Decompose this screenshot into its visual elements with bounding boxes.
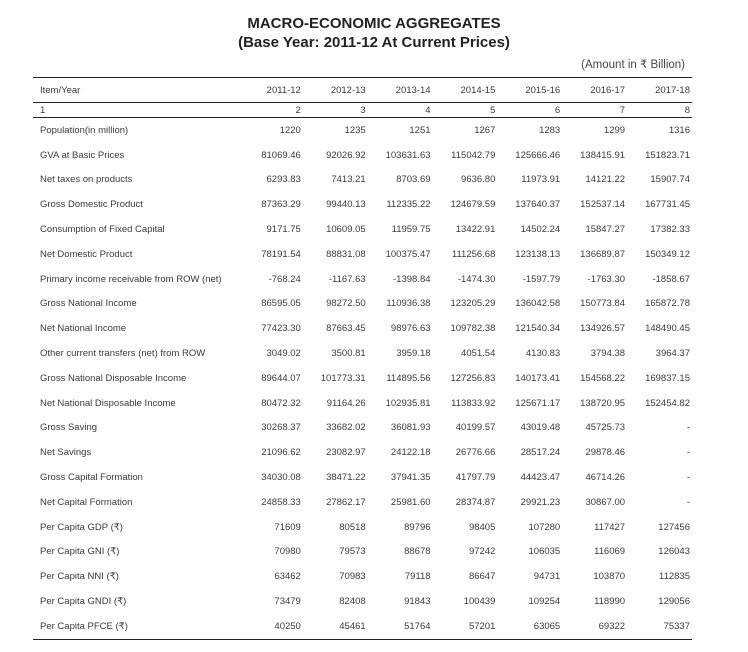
row-value: 71609 bbox=[274, 521, 301, 533]
row-value: 29878.46 bbox=[585, 447, 626, 459]
table-row bbox=[33, 391, 692, 416]
header-row bbox=[33, 78, 692, 103]
table-row bbox=[33, 316, 692, 341]
row-value: 21096.62 bbox=[261, 447, 301, 459]
row-label: Gross National Disposable Income bbox=[40, 372, 187, 384]
row-value: 29921.23 bbox=[520, 496, 561, 508]
row-value: 82408 bbox=[339, 596, 366, 608]
table-row bbox=[33, 341, 692, 366]
row-value: 1299 bbox=[603, 124, 626, 136]
row-value: 36081.93 bbox=[390, 422, 431, 434]
row-value: 123138.13 bbox=[515, 248, 561, 260]
row-value: 57201 bbox=[433, 614, 498, 639]
row-value: 9171.75 bbox=[266, 224, 301, 236]
row-value: 126043 bbox=[658, 546, 690, 558]
row-value: 9636.80 bbox=[461, 174, 496, 186]
table-row bbox=[33, 292, 692, 317]
table-row bbox=[33, 416, 692, 441]
row-value: 7413.21 bbox=[331, 174, 366, 186]
row-value: 33682.02 bbox=[326, 422, 366, 434]
table-row bbox=[33, 540, 692, 565]
row-value: 152454.82 bbox=[645, 397, 690, 409]
page-subtitle: (Base Year: 2011-12 At Current Prices) bbox=[238, 34, 510, 51]
row-value: 154568.22 bbox=[580, 372, 626, 384]
table-row bbox=[33, 515, 692, 540]
row-value: 24858.33 bbox=[261, 496, 301, 508]
row-value: 87663.45 bbox=[326, 323, 366, 335]
row-label: Other current transfers (net) from ROW bbox=[40, 348, 206, 360]
row-value: 138720.95 bbox=[580, 397, 626, 409]
row-label: Per Capita NNI (₹) bbox=[40, 571, 119, 583]
row-label: Per Capita GDP (₹) bbox=[40, 521, 123, 533]
row-value: 78191.54 bbox=[261, 248, 301, 260]
row-value: 75337 bbox=[627, 614, 692, 639]
row-value: 26776.66 bbox=[455, 447, 496, 459]
row-value: 125671.17 bbox=[515, 397, 561, 409]
row-value: 3049.02 bbox=[266, 348, 301, 360]
row-value: 3964.37 bbox=[655, 348, 690, 360]
row-label: Per Capita GNDI (₹) bbox=[40, 596, 127, 608]
row-value: 113833.92 bbox=[451, 397, 496, 409]
row-value: 107280 bbox=[528, 521, 561, 533]
row-value: 109254 bbox=[528, 596, 561, 608]
row-value: 92026.92 bbox=[326, 149, 366, 161]
header-year: 2016-17 bbox=[562, 78, 627, 103]
row-value: -1763.30 bbox=[587, 273, 626, 285]
row-value: 15907.74 bbox=[650, 174, 690, 186]
row-value: 1267 bbox=[474, 124, 496, 136]
row-value: 41797.79 bbox=[455, 472, 496, 484]
table-row bbox=[33, 465, 692, 490]
row-value: 102935.81 bbox=[385, 397, 431, 409]
row-value: 37941.35 bbox=[390, 472, 431, 484]
row-value: 148490.45 bbox=[645, 323, 690, 335]
row-value: 98405 bbox=[468, 521, 496, 533]
row-value: 169837.15 bbox=[645, 372, 690, 384]
table-row bbox=[33, 118, 692, 143]
row-value: 123205.29 bbox=[450, 298, 496, 310]
row-value: 27862.17 bbox=[326, 496, 366, 508]
row-value: -1474.30 bbox=[457, 273, 496, 285]
row-value: 87363.29 bbox=[261, 199, 301, 211]
row-value: 70983 bbox=[339, 571, 366, 583]
row-value: 1283 bbox=[539, 124, 561, 136]
row-label: Primary income receivable from ROW (net) bbox=[40, 273, 222, 285]
row-value: 127256.83 bbox=[450, 372, 496, 384]
row-value: 127456 bbox=[658, 521, 690, 533]
row-value: 150773.84 bbox=[580, 298, 626, 310]
row-value: 86595.05 bbox=[261, 298, 301, 310]
row-value: 88678 bbox=[404, 546, 431, 558]
header-year: 2017-18 bbox=[627, 78, 692, 103]
row-value: 14502.24 bbox=[520, 224, 561, 236]
row-value: -1597.79 bbox=[522, 273, 561, 285]
row-value: -1167.63 bbox=[328, 273, 366, 285]
row-value: 167731.45 bbox=[645, 199, 690, 211]
row-value: 100439 bbox=[463, 596, 496, 608]
row-label: Gross Capital Formation bbox=[40, 472, 143, 484]
index-cell: 6 bbox=[497, 103, 562, 118]
row-value: 97242 bbox=[468, 546, 496, 558]
index-cell: 7 bbox=[562, 103, 627, 118]
row-value: 89644.07 bbox=[261, 372, 301, 384]
row-value: 23082.97 bbox=[326, 447, 366, 459]
row-value: 11973.91 bbox=[521, 174, 561, 186]
row-value: 152537.14 bbox=[580, 199, 626, 211]
row-value: 28517.24 bbox=[520, 447, 561, 459]
row-value: 25981.60 bbox=[390, 496, 431, 508]
row-value: 79573 bbox=[339, 546, 366, 558]
row-value: 112835 bbox=[659, 571, 690, 583]
row-value: 1220 bbox=[279, 124, 301, 136]
table-row bbox=[33, 267, 692, 292]
index-cell: 1 bbox=[33, 103, 238, 118]
row-label: Net Capital Formation bbox=[40, 496, 133, 508]
row-value: 3500.81 bbox=[331, 348, 366, 360]
row-value: 115042.79 bbox=[451, 149, 496, 161]
row-value: 99440.13 bbox=[326, 199, 366, 211]
row-label: Net National Income bbox=[40, 323, 127, 335]
row-value: 38471.22 bbox=[326, 472, 366, 484]
row-value: 40199.57 bbox=[455, 422, 496, 434]
row-value: 136042.58 bbox=[515, 298, 561, 310]
row-value: 112335.22 bbox=[386, 199, 431, 211]
row-label: GVA at Basic Prices bbox=[40, 149, 125, 161]
table-row bbox=[33, 192, 692, 217]
row-value: 110936.38 bbox=[386, 298, 431, 310]
row-value: 44423.47 bbox=[520, 472, 561, 484]
index-cell: 8 bbox=[627, 103, 692, 118]
row-label: Consumption of Fixed Capital bbox=[40, 224, 165, 236]
row-value: 51764 bbox=[368, 614, 433, 639]
row-value: 11959.75 bbox=[391, 224, 431, 236]
unit-note: (Amount in ₹ Billion) bbox=[581, 59, 685, 71]
row-value: 125666.46 bbox=[515, 149, 561, 161]
row-value: 111256.68 bbox=[451, 248, 496, 260]
row-value: 6293.83 bbox=[266, 174, 301, 186]
row-value: 63065 bbox=[497, 614, 562, 639]
row-label: Net taxes on products bbox=[40, 174, 133, 186]
row-label: Net National Disposable Income bbox=[40, 397, 176, 409]
header-year: 2012-13 bbox=[303, 78, 368, 103]
row-value: 73479 bbox=[274, 596, 301, 608]
row-value: 30268.37 bbox=[261, 422, 301, 434]
row-label: Net Domestic Product bbox=[40, 248, 133, 260]
row-value: 86647 bbox=[468, 571, 496, 583]
row-value: 30867.00 bbox=[585, 496, 626, 508]
row-value: 13422.91 bbox=[455, 224, 496, 236]
row-value: 137640.37 bbox=[515, 199, 561, 211]
header-year: 2014-15 bbox=[433, 78, 498, 103]
row-value: 116069 bbox=[594, 546, 626, 558]
row-value: 114895.56 bbox=[386, 372, 431, 384]
table-row bbox=[33, 564, 692, 589]
row-value: 103631.63 bbox=[385, 149, 431, 161]
row-value: 79118 bbox=[404, 571, 431, 583]
row-value: 15847.27 bbox=[585, 224, 626, 236]
row-value: 98272.50 bbox=[326, 298, 366, 310]
row-value: 80518 bbox=[339, 521, 366, 533]
row-value: 121540.34 bbox=[515, 323, 561, 335]
table-row bbox=[33, 143, 692, 168]
page-title: MACRO-ECONOMIC AGGREGATES bbox=[247, 15, 501, 32]
row-label: Net Savings bbox=[40, 447, 92, 459]
header-year: 2013-14 bbox=[368, 78, 433, 103]
row-value: 118990 bbox=[594, 596, 626, 608]
table-row bbox=[33, 440, 692, 465]
index-cell: 5 bbox=[433, 103, 498, 118]
index-cell: 3 bbox=[303, 103, 368, 118]
table-row bbox=[33, 168, 692, 193]
row-value: - bbox=[686, 447, 690, 459]
row-value: 45461 bbox=[303, 614, 368, 639]
row-value: -1858.67 bbox=[652, 273, 690, 285]
row-value: 1235 bbox=[344, 124, 366, 136]
row-value: - bbox=[686, 496, 690, 508]
row-value: 140173.41 bbox=[515, 372, 561, 384]
row-value: 4051.54 bbox=[461, 348, 496, 360]
header-year: 2015-16 bbox=[497, 78, 562, 103]
row-value: 45725.73 bbox=[585, 422, 626, 434]
row-value: 150349.12 bbox=[645, 248, 690, 260]
index-cell: 2 bbox=[238, 103, 303, 118]
row-value: 124679.59 bbox=[450, 199, 496, 211]
row-value: -768.24 bbox=[268, 273, 301, 285]
row-value: 43019.48 bbox=[520, 422, 561, 434]
row-value: 4130.83 bbox=[525, 348, 561, 360]
row-value: 103870 bbox=[593, 571, 626, 583]
row-value: 77423.30 bbox=[261, 323, 301, 335]
table-row bbox=[33, 490, 692, 515]
row-value: 88831.08 bbox=[326, 248, 366, 260]
row-value: 101773.31 bbox=[320, 372, 366, 384]
row-value: 98976.63 bbox=[390, 323, 431, 335]
row-value: 8703.69 bbox=[396, 174, 431, 186]
row-label: Gross National Income bbox=[40, 298, 137, 310]
row-value: 165872.78 bbox=[645, 298, 690, 310]
row-value: 63462 bbox=[274, 571, 301, 583]
row-value: 1251 bbox=[409, 124, 431, 136]
row-value: 91164.26 bbox=[326, 397, 366, 409]
row-value: 34030.08 bbox=[261, 472, 301, 484]
row-value: 91843 bbox=[404, 596, 431, 608]
row-value: 40250 bbox=[238, 614, 303, 639]
table-row bbox=[33, 242, 692, 267]
row-value: 109782.38 bbox=[450, 323, 496, 335]
row-value: 151823.71 bbox=[645, 149, 690, 161]
row-value: 24122.18 bbox=[390, 447, 431, 459]
table-row bbox=[33, 217, 692, 242]
table-row bbox=[33, 366, 692, 391]
index-row bbox=[33, 103, 692, 118]
row-label: Per Capita GNI (₹) bbox=[40, 546, 120, 558]
header-year: 2011-12 bbox=[238, 78, 303, 103]
row-label: Gross Saving bbox=[40, 422, 98, 434]
table-row bbox=[33, 614, 692, 639]
table-row bbox=[33, 589, 692, 614]
row-value: 117427 bbox=[594, 521, 626, 533]
row-value: 10609.05 bbox=[326, 224, 366, 236]
row-value: - bbox=[686, 422, 690, 434]
row-value: 106035 bbox=[528, 546, 561, 558]
row-value: 129056 bbox=[658, 596, 690, 608]
row-value: 138415.91 bbox=[580, 149, 626, 161]
row-value: 14121.22 bbox=[585, 174, 626, 186]
row-value: 28374.87 bbox=[455, 496, 496, 508]
row-value: - bbox=[686, 472, 690, 484]
row-value: 89796 bbox=[404, 521, 431, 533]
row-label: Per Capita PFCE (₹) bbox=[33, 614, 238, 639]
row-label: Gross Domestic Product bbox=[40, 199, 143, 211]
row-value: 1316 bbox=[668, 124, 690, 136]
row-value: 94731 bbox=[533, 571, 561, 583]
row-value: 136689.87 bbox=[580, 248, 626, 260]
row-value: 69322 bbox=[562, 614, 627, 639]
index-cell: 4 bbox=[368, 103, 433, 118]
row-label: Population(in million) bbox=[40, 124, 129, 136]
aggregates-table bbox=[33, 77, 692, 640]
header-item-year: Item/Year bbox=[33, 78, 238, 103]
row-value: 134926.57 bbox=[580, 323, 626, 335]
row-value: 3959.18 bbox=[396, 348, 431, 360]
row-value: 81069.46 bbox=[261, 149, 301, 161]
row-value: 80472.32 bbox=[261, 397, 301, 409]
row-value: 3794.38 bbox=[590, 348, 626, 360]
row-value: -1398.84 bbox=[393, 273, 431, 285]
row-value: 70980 bbox=[274, 546, 301, 558]
row-value: 100375.47 bbox=[385, 248, 431, 260]
row-value: 46714.26 bbox=[585, 472, 626, 484]
row-value: 17382.33 bbox=[650, 224, 690, 236]
